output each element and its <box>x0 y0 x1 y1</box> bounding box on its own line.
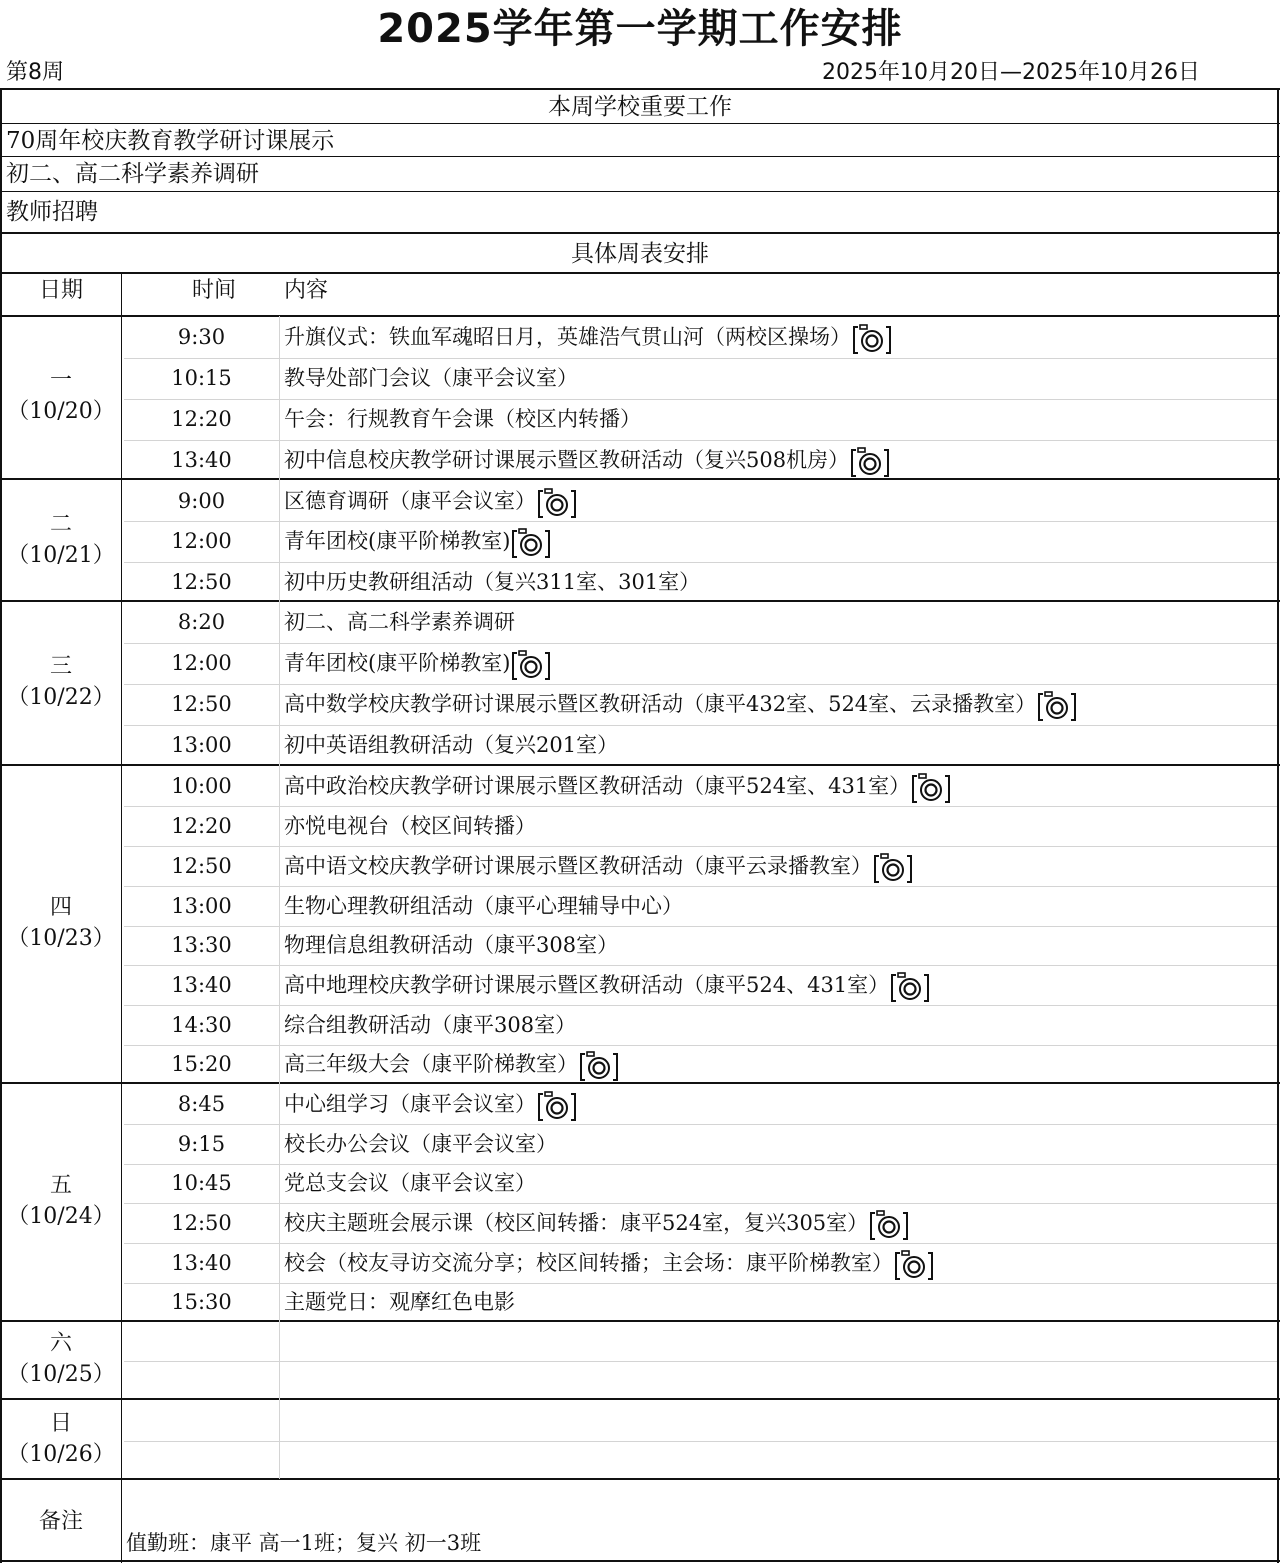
table-row <box>0 358 1280 399</box>
table-row <box>0 1203 1280 1243</box>
event-content <box>284 521 551 562</box>
day-date: （10/21） <box>7 542 115 568</box>
table-row <box>0 1084 1280 1124</box>
table-row <box>0 1243 1280 1283</box>
row-divider <box>124 521 1277 522</box>
group-divider <box>0 478 1280 480</box>
column-header-date: 日期 <box>38 278 83 303</box>
row-divider <box>124 1005 1277 1006</box>
group-divider <box>0 600 1280 602</box>
table-row <box>0 725 1280 766</box>
table-row <box>0 1283 1280 1322</box>
event-text: 高中地理校庆教学研讨课展示暨区教研活动（康平524、431室） <box>284 973 890 997</box>
day-name: 六 <box>49 1330 72 1356</box>
event-text: 高中数学校庆教学研讨课展示暨区教研活动（康平432室、524室、云录播教室） <box>284 692 1037 716</box>
event-text: 升旗仪式：铁血军魂昭日月，英雄浩气贯山河（两校区操场） <box>284 325 851 349</box>
day-date: （10/24） <box>7 1204 115 1229</box>
table-row <box>0 643 1280 684</box>
camera-icon <box>537 487 577 519</box>
table-row <box>0 886 1280 926</box>
event-time: 13:00 <box>171 894 232 918</box>
camera-icon <box>852 323 892 355</box>
group-divider <box>0 1082 1280 1084</box>
event-time: 12:50 <box>171 1211 232 1235</box>
event-text: 主题党日：观摩红色电影 <box>284 1290 515 1314</box>
event-content <box>284 806 536 846</box>
row-divider <box>124 806 1277 807</box>
event-text: 初中英语组教研活动（复兴201室） <box>284 733 619 757</box>
event-content <box>284 602 515 643</box>
row-divider <box>124 440 1277 441</box>
event-content <box>284 1164 536 1203</box>
event-time: 10:00 <box>171 774 232 798</box>
group-divider <box>121 273 122 1563</box>
row-divider <box>124 846 1277 847</box>
row-divider <box>124 399 1277 400</box>
group-divider <box>0 1478 1280 1480</box>
table-row <box>0 1321 1280 1361</box>
event-time: 12:00 <box>171 529 232 553</box>
group-divider <box>0 1320 1280 1322</box>
row-divider <box>124 1361 1277 1362</box>
event-text: 初中信息校庆教学研讨课展示暨区教研活动（复兴508机房） <box>284 448 850 472</box>
event-content <box>284 399 641 440</box>
event-content <box>284 725 618 766</box>
day-date: （10/26） <box>7 1441 115 1467</box>
event-time: 15:20 <box>171 1052 232 1076</box>
camera-icon <box>873 852 913 884</box>
row-divider <box>124 358 1277 359</box>
event-text: 高中语文校庆教学研讨课展示暨区教研活动（康平云录播教室） <box>284 854 872 878</box>
row-divider <box>124 1441 1277 1442</box>
camera-icon <box>537 1090 577 1122</box>
table-row <box>0 316 1280 358</box>
day-name: 一 <box>49 368 72 393</box>
event-time: 13:30 <box>171 933 232 957</box>
event-time: 13:40 <box>171 973 232 997</box>
event-text: 党总支会议（康平会议室） <box>284 1171 536 1195</box>
notes-text: 值勤班：康平 高一1班；复兴 初一3班 <box>126 1531 482 1555</box>
event-text: 青年团校(康平阶梯教室) <box>284 529 511 553</box>
table-row <box>0 965 1280 1005</box>
event-time: 10:15 <box>171 366 232 390</box>
row-divider <box>124 1243 1277 1244</box>
camera-icon <box>1037 690 1077 722</box>
event-content <box>284 1203 909 1243</box>
key-work-item: 教师招聘 <box>6 199 98 225</box>
group-divider <box>0 1398 1280 1400</box>
row-divider <box>124 643 1277 644</box>
column-header-content: 内容 <box>284 278 329 303</box>
event-text: 校会（校友寻访交流分享；校区间转播；主会场：康平阶梯教室） <box>284 1251 893 1275</box>
camera-icon <box>511 527 551 559</box>
table-row <box>0 806 1280 846</box>
event-time: 9:30 <box>177 325 226 349</box>
day-name: 日 <box>49 1410 72 1436</box>
event-content <box>284 766 951 806</box>
table-row <box>0 1005 1280 1045</box>
event-text: 高三年级大会（康平阶梯教室） <box>284 1052 578 1076</box>
schedule-heading: 具体周表安排 <box>571 241 709 267</box>
column-divider <box>279 316 280 1479</box>
event-time: 9:15 <box>177 1132 226 1156</box>
event-text: 初二、高二科学素养调研 <box>284 610 515 634</box>
notes-label: 备注 <box>38 1509 83 1534</box>
row-divider <box>124 1045 1277 1046</box>
event-time: 8:45 <box>177 1092 226 1116</box>
table-row <box>0 1164 1280 1203</box>
row-divider <box>124 1124 1277 1125</box>
event-content <box>284 886 683 926</box>
event-time: 12:50 <box>171 692 232 716</box>
key-work-item: 70周年校庆教育教学研讨课展示 <box>6 128 335 154</box>
table-row <box>0 602 1280 643</box>
event-content <box>284 643 551 684</box>
event-time: 13:40 <box>171 448 232 472</box>
event-time: 12:50 <box>171 854 232 878</box>
table-row <box>0 1124 1280 1164</box>
event-content <box>284 440 890 480</box>
event-time: 13:00 <box>171 733 232 757</box>
event-content <box>284 1283 515 1322</box>
event-text: 物理信息组教研活动（康平308室） <box>284 933 619 957</box>
row-divider <box>124 725 1277 726</box>
group-divider <box>0 315 1280 317</box>
event-text: 综合组教研活动（康平308室） <box>284 1013 577 1037</box>
event-time: 10:45 <box>171 1171 232 1195</box>
day-date: （10/25） <box>7 1361 115 1387</box>
day-name: 三 <box>49 654 72 679</box>
table-row <box>0 399 1280 440</box>
event-text: 校长办公会议（康平会议室） <box>284 1132 557 1156</box>
event-text: 生物心理教研组活动（康平心理辅导中心） <box>284 894 683 918</box>
day-date: （10/20） <box>7 399 115 424</box>
row-divider <box>124 1203 1277 1204</box>
row-divider <box>124 562 1277 563</box>
table-row <box>0 1045 1280 1084</box>
event-content <box>284 1124 557 1164</box>
table-row <box>0 926 1280 965</box>
camera-icon <box>579 1050 619 1082</box>
event-time: 12:20 <box>171 407 232 431</box>
event-time: 13:40 <box>171 1251 232 1275</box>
event-text: 中心组学习（康平会议室） <box>284 1092 536 1116</box>
event-time: 12:00 <box>171 651 232 675</box>
event-time: 9:00 <box>177 489 226 513</box>
camera-icon <box>911 772 951 804</box>
event-content <box>284 316 892 358</box>
camera-icon <box>894 1249 934 1281</box>
event-content <box>284 926 618 965</box>
column-header-time: 时间 <box>191 278 236 303</box>
day-name: 二 <box>49 511 72 537</box>
table-row <box>0 481 1280 521</box>
event-time: 12:20 <box>171 814 232 838</box>
key-work-item: 初二、高二科学素养调研 <box>6 161 259 187</box>
event-content <box>284 965 930 1005</box>
event-content <box>284 358 578 399</box>
table-row <box>0 440 1280 480</box>
event-text: 初中历史教研组活动（复兴311室、301室） <box>284 570 701 594</box>
day-date: （10/23） <box>7 926 115 951</box>
event-time: 14:30 <box>171 1013 232 1037</box>
key-work-heading: 本周学校重要工作 <box>548 94 732 120</box>
table-row <box>0 846 1280 886</box>
camera-icon <box>850 446 890 478</box>
table-row <box>0 1361 1280 1400</box>
row-divider <box>124 965 1277 966</box>
day-name: 四 <box>49 895 72 920</box>
event-time: 8:20 <box>177 610 226 634</box>
table-row <box>0 684 1280 725</box>
event-content <box>284 684 1077 725</box>
row-divider <box>124 926 1277 927</box>
row-divider <box>124 886 1277 887</box>
group-divider <box>0 764 1280 766</box>
event-content <box>284 481 577 521</box>
week-label: 第8周 <box>6 60 64 85</box>
event-content <box>284 1045 619 1084</box>
event-text: 青年团校(康平阶梯教室) <box>284 651 511 675</box>
camera-icon <box>511 649 551 681</box>
table-row <box>0 521 1280 562</box>
table-row <box>0 766 1280 806</box>
row-divider <box>124 1164 1277 1165</box>
event-text: 教导处部门会议（康平会议室） <box>284 366 578 390</box>
date-range: 2025年10月20日—2025年10月26日 <box>822 60 1200 85</box>
event-time: 15:30 <box>171 1290 232 1314</box>
page-title: 2025学年第一学期工作安排 <box>377 6 903 52</box>
day-name: 五 <box>49 1173 72 1198</box>
event-content <box>284 562 700 602</box>
event-text: 高中政治校庆教学研讨课展示暨区教研活动（康平524室、431室） <box>284 774 911 798</box>
event-content <box>284 846 913 886</box>
event-text: 区德育调研（康平会议室） <box>284 489 536 513</box>
event-text: 午会：行规教育午会课（校区内转播） <box>284 407 641 431</box>
camera-icon <box>869 1209 909 1241</box>
event-time: 12:50 <box>171 570 232 594</box>
camera-icon <box>890 971 930 1003</box>
event-content <box>284 1005 576 1045</box>
table-row <box>0 1401 1280 1441</box>
table-row <box>0 1441 1280 1480</box>
table-row <box>0 562 1280 602</box>
event-content <box>284 1243 934 1283</box>
row-divider <box>124 1283 1277 1284</box>
day-date: （10/22） <box>7 685 115 710</box>
event-text: 亦悦电视台（校区间转播） <box>284 814 536 838</box>
event-content <box>284 1084 577 1124</box>
row-divider <box>124 684 1277 685</box>
event-text: 校庆主题班会展示课（校区间转播：康平524室，复兴305室） <box>284 1211 869 1235</box>
